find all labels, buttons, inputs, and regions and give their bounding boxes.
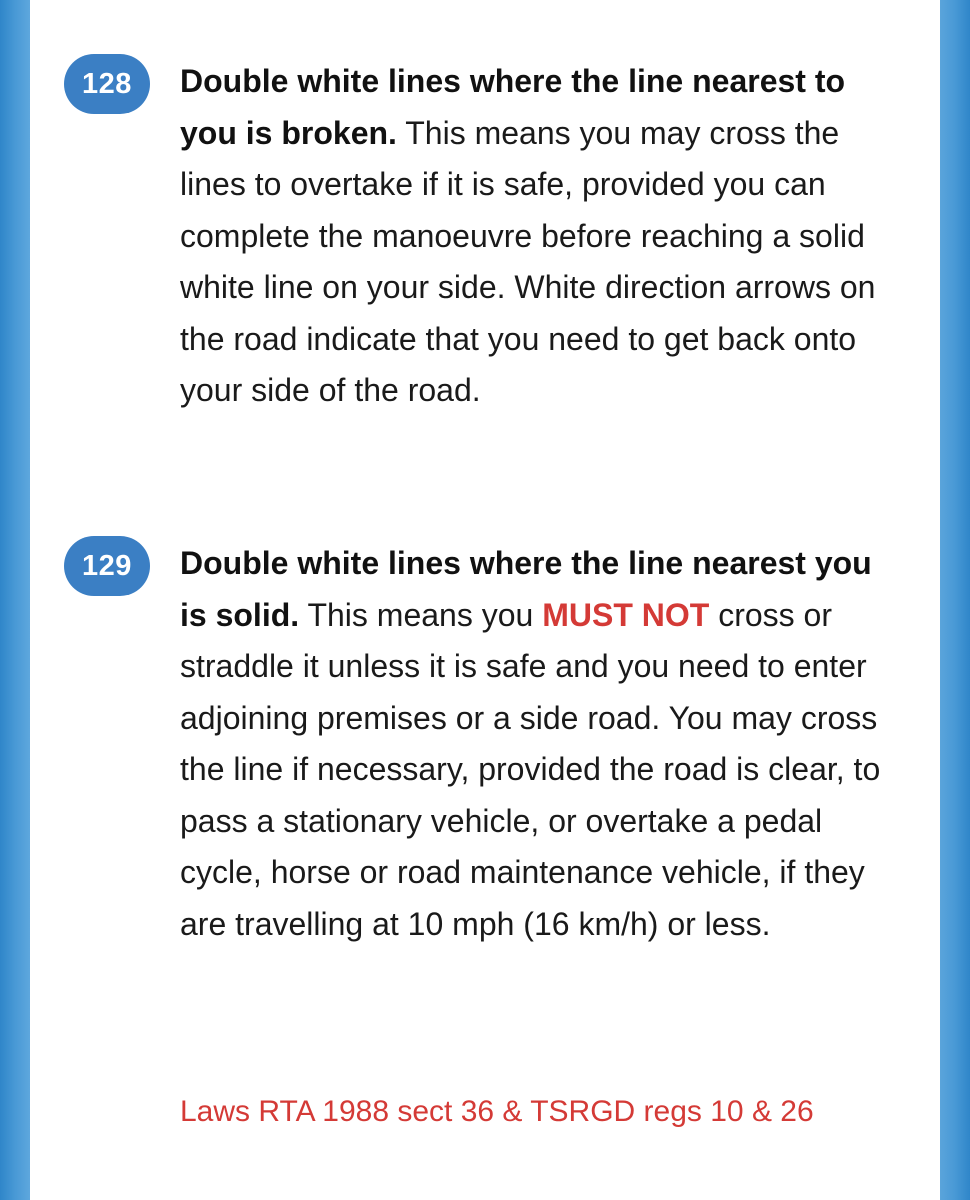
rule-body-intro: This means you (299, 596, 543, 633)
rule-body: This means you may cross the lines to overtake if it is safe, provided you can complete the manoeuvre before reaching a solid white line on your side. White direction arrows on the road indicate that you need to get back onto your side of the road. (180, 114, 876, 408)
right-margin (940, 0, 970, 1200)
rule-heading: Double white lines where the line nearest to you is broken. (180, 63, 846, 151)
rule-number-badge: 128 (64, 54, 150, 114)
rule-body: cross or straddle it unless it is safe and you need to enter adjoining premises or a side road. You may cross the line if necessary, provided the road is clear, to pass a stationary vehicle, or overtake a pedal cycle, horse or road maintenance vehicle, if they are travelling at 10 mph (16 km/h) or less. (180, 596, 881, 942)
rule-number-badge: 129 (64, 536, 150, 596)
rule-128 (82, 56, 900, 417)
rule-text (180, 56, 900, 417)
rule-page (30, 0, 940, 1200)
rule-129 (82, 538, 900, 950)
rule-text (180, 538, 900, 950)
must-not-emphasis: MUST NOT (542, 596, 710, 633)
law-reference-link[interactable]: Laws RTA 1988 sect 36 & TSRGD regs 10 & 26 (180, 1095, 814, 1128)
rule-heading: Double white lines where the line nearest you is solid. (180, 545, 872, 633)
